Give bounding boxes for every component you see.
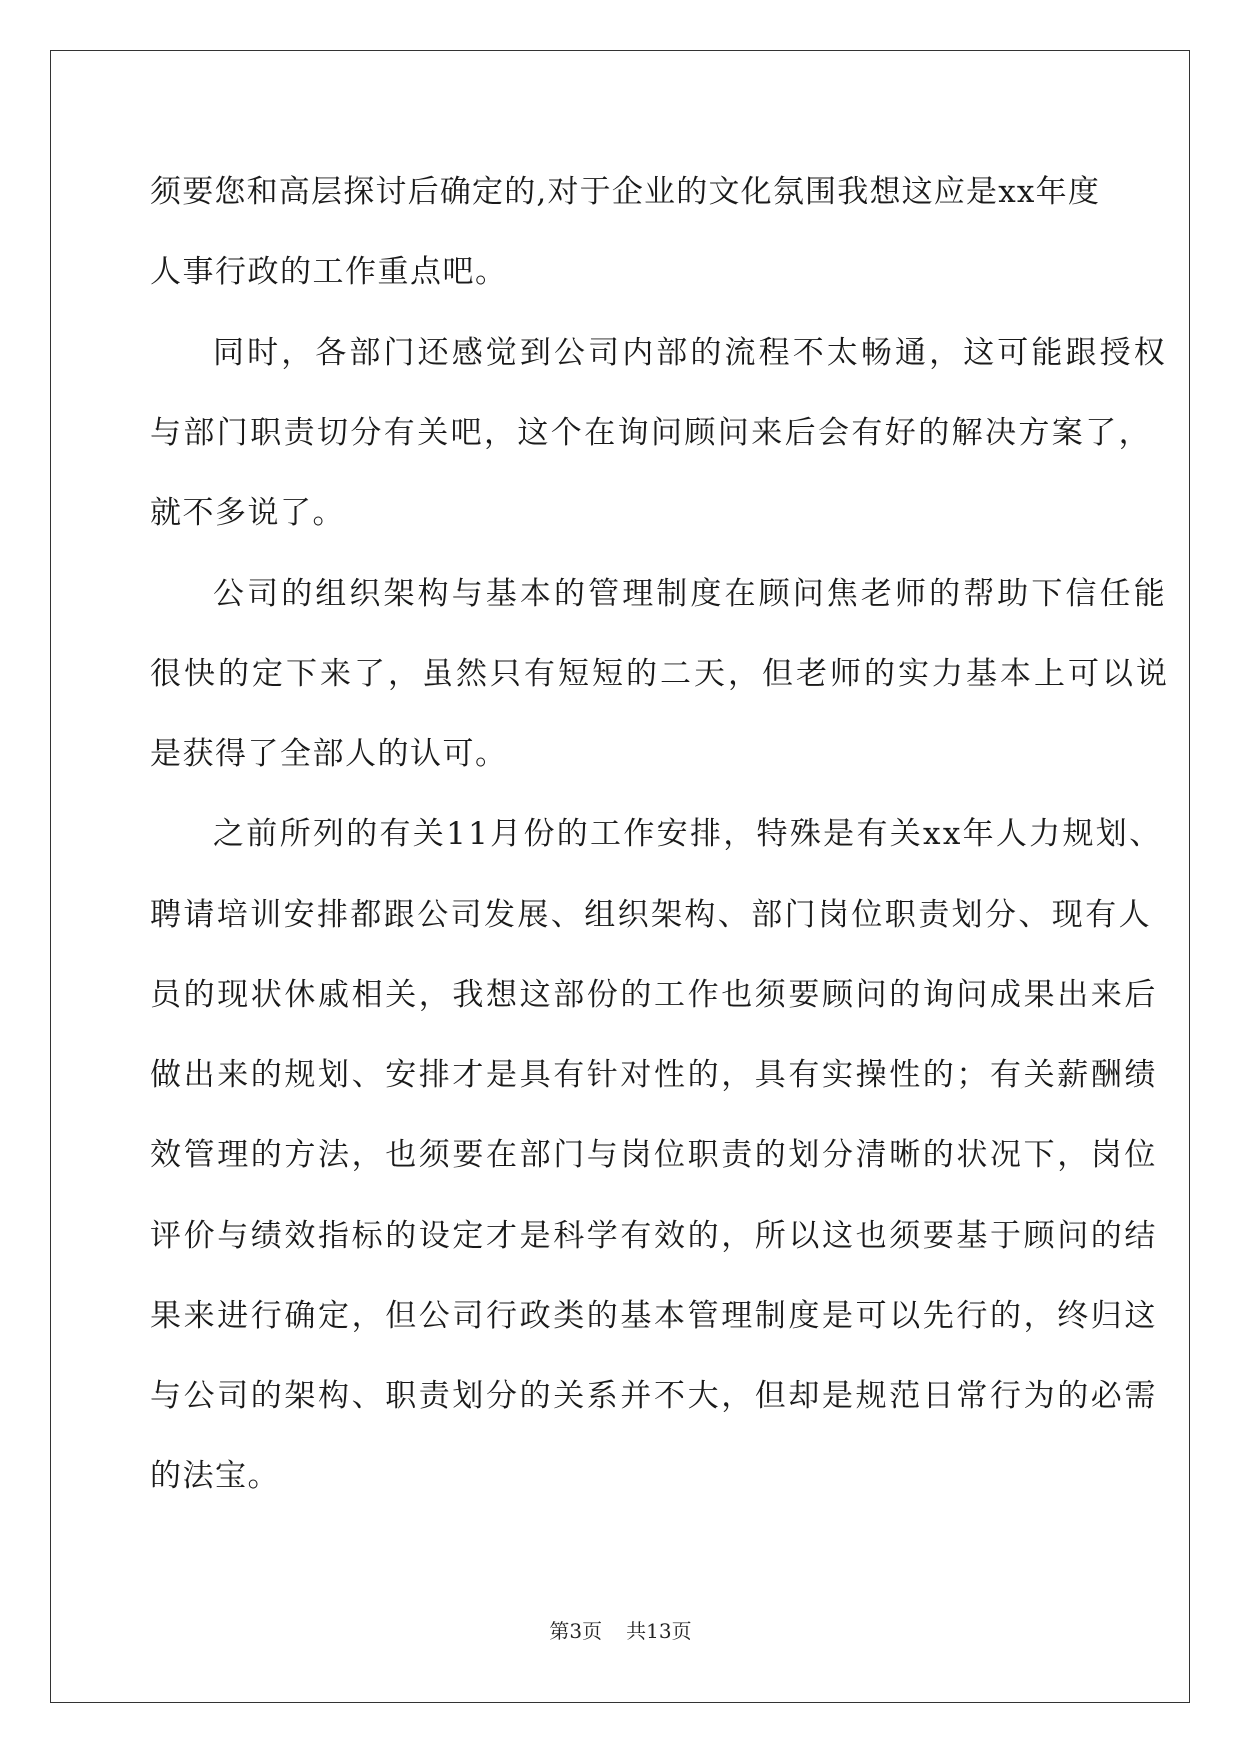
text-line: 公司的组织架构与基本的管理制度在顾问焦老师的帮助下信任能 — [213, 576, 1168, 612]
text-line: 很快的定下来了，虽然只有短短的二天，但老师的实力基本上可以说 — [150, 656, 1170, 692]
text-line: 是获得了全部人的认可。 — [150, 736, 508, 772]
text-line: 就不多说了。 — [150, 495, 345, 531]
text-line: 与部门职责切分有关吧，这个在询问顾问来后会有好的解决方案了， — [150, 415, 1152, 451]
text-line: 的法宝。 — [150, 1458, 280, 1494]
text-line: 人事行政的工作重点吧。 — [150, 254, 508, 290]
text-line: 聘请培训安排都跟公司发展、组织架构、部门岗位职责划分、现有人 — [150, 897, 1152, 933]
text-line: 果来进行确定，但公司行政类的基本管理制度是可以先行的，终归这 — [150, 1298, 1158, 1334]
text-line: 员的现状休戚相关，我想这部份的工作也须要顾问的询问成果出来后 — [150, 977, 1158, 1013]
text-line: 做出来的规划、安排才是具有针对性的，具有实操性的；有关薪酬绩 — [150, 1057, 1158, 1093]
text-line: 须要您和高层探讨后确定的,对于企业的文化氛围我想这应是xx年度 — [150, 174, 1101, 210]
text-line: 与公司的架构、职责划分的关系并不大，但却是规范日常行为的必需 — [150, 1378, 1158, 1414]
text-line: 效管理的方法，也须要在部门与岗位职责的划分清晰的状况下，岗位 — [150, 1137, 1158, 1173]
page-total: 共13页 — [626, 1619, 692, 1643]
page-footer — [0, 1615, 1241, 1644]
text-line: 评价与绩效指标的设定才是科学有效的，所以这也须要基于顾问的结 — [150, 1218, 1158, 1254]
text-line: 之前所列的有关11月份的工作安排，特殊是有关xx年人力规划、 — [213, 816, 1163, 852]
text-line: 同时，各部门还感觉到公司内部的流程不太畅通，这可能跟授权 — [213, 335, 1168, 371]
page-number: 第3页 — [549, 1619, 603, 1643]
